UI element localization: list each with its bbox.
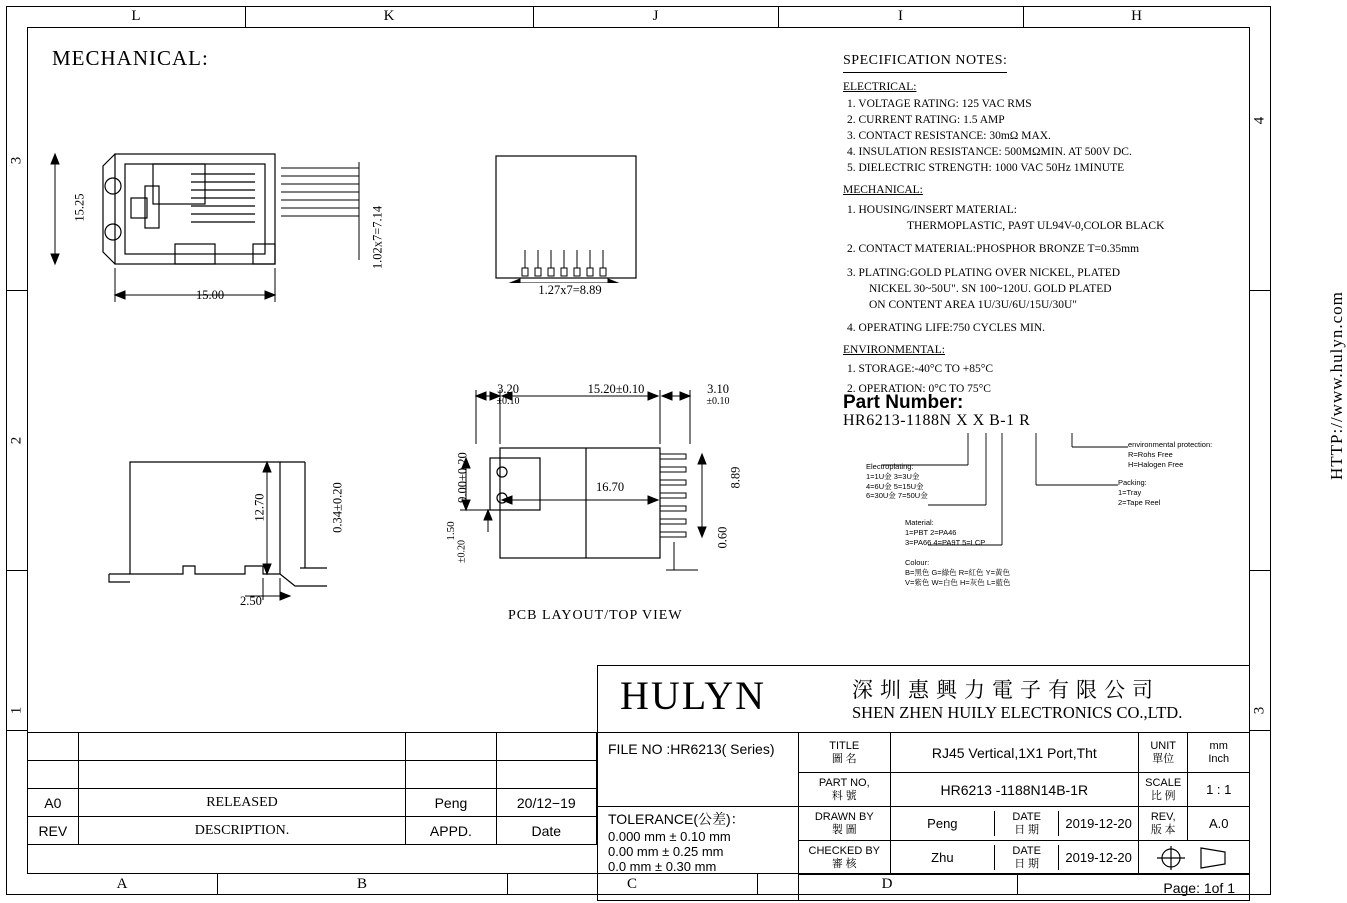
pn-note-packing: Packing: 1=Tray 2=Tape Reel — [1118, 478, 1161, 507]
dim-pcb-vertical-inner-tol: ±0.20 — [456, 540, 468, 563]
spec-mechanical-subitem: THERMOPLASTIC, PA9T UL94V-0,COLOR BLACK — [907, 219, 1165, 232]
projection-symbol-cell — [1138, 841, 1249, 875]
dim-pcb-body: 16.70 — [595, 480, 625, 494]
rev-label: REV, 版 本 — [1138, 807, 1187, 841]
dim-pcb-left: 3.20 — [497, 382, 519, 396]
zone-label-top-L: L — [131, 8, 141, 24]
zone-tick — [778, 6, 779, 27]
spec-mechanical-label: MECHANICAL: — [843, 183, 923, 196]
dim-pcb-pin-span: 8.89 — [728, 466, 743, 489]
zone-label-bottom-D: D — [881, 876, 893, 892]
description-cell — [78, 761, 406, 789]
date-label-1: DATE 日 期 — [995, 811, 1059, 836]
zone-tick — [6, 570, 27, 571]
rev-header-cell: REV — [28, 817, 79, 845]
table-row — [598, 733, 1250, 773]
zone-label-top-I: I — [898, 8, 903, 24]
unit-label: UNIT 單位 — [1138, 733, 1187, 773]
checked-by-label: CHECKED BY 審 核 — [798, 841, 890, 875]
pn-note-electroplating: Electroplating: 1=1U金 3=3U金 4=6U金 5=15U金 6=30U金 7=50U金 — [866, 462, 928, 501]
zone-label-left-2: 2 — [8, 436, 25, 445]
zone-label-top-H: H — [1131, 8, 1142, 24]
spec-mechanical-item: 2. CONTACT MATERIAL:PHOSPHOR BRONZE T=0.35mm — [847, 243, 1140, 256]
tolerance-label: TOLERANCE(公差)： — [608, 811, 745, 827]
appd-cell: Peng — [406, 789, 496, 817]
specification-notes — [843, 52, 1243, 398]
pn-note-environmental: environmental protection: R=Rohs Free H=Halogen Free — [1128, 440, 1213, 469]
zone-tick — [6, 730, 27, 731]
dim-side-tail: 0.34±0.20 — [330, 482, 345, 533]
spec-title: SPECIFICATION NOTES: — [843, 52, 1007, 73]
table-row — [598, 807, 1250, 841]
spec-environmental-item: 1. STORAGE:-40°C TO +85°C — [847, 363, 994, 376]
appd-cell — [406, 733, 496, 761]
zone-label-top-J: J — [652, 8, 659, 24]
table-row — [28, 789, 597, 817]
part-number-heading: Part Number: — [843, 392, 964, 413]
first-angle-projection-icon — [1139, 843, 1245, 873]
rev-cell — [28, 761, 79, 789]
spec-electrical-item: 3. CONTACT RESISTANCE: 30mΩ MAX. — [847, 130, 1051, 143]
zone-label-bottom-B: B — [356, 876, 367, 892]
title-label: TITLE 圖 名 — [798, 733, 890, 773]
description-cell: RELEASED — [78, 789, 406, 817]
tolerance-line: 0.00 mm ± 0.25 mm — [608, 844, 724, 859]
spec-electrical-item: 2. CURRENT RATING: 1.5 AMP — [847, 114, 1005, 127]
zone-label-bottom-C: C — [626, 876, 637, 892]
partno-value: HR6213 -1188N14B-1R — [890, 773, 1138, 807]
spec-electrical-item: 1. VOLTAGE RATING: 125 VAC RMS — [847, 98, 1032, 111]
dim-side-foot: 2.50 — [240, 594, 262, 608]
dim-pcb-left-tol: ±0.10 — [496, 396, 520, 407]
side-view-drawing — [95, 448, 355, 618]
dim-pcb-right-tol: ±0.10 — [706, 396, 730, 407]
zone-label-bottom-A: A — [116, 876, 128, 892]
rev-cell — [28, 733, 79, 761]
rev-cell: A0 — [28, 789, 79, 817]
date-header-cell: Date — [496, 817, 596, 845]
drawn-by-label: DRAWN BY 製 圖 — [798, 807, 890, 841]
checked-by-value: Zhu — [931, 850, 954, 865]
zone-tick — [1023, 6, 1024, 27]
spec-electrical-item: 5. DIELECTRIC STRENGTH: 1000 VAC 50Hz 1MINUTE — [847, 162, 1125, 175]
zone-label-right-4: 4 — [1251, 116, 1268, 125]
company-name-en: SHEN ZHEN HUILY ELECTRONICS CO.,LTD. — [852, 703, 1183, 722]
description-header-cell: DESCRIPTION. — [78, 817, 406, 845]
tolerance-line: 0.0 mm ± 0.30 mm — [608, 859, 717, 874]
dim-pcb-right: 3.10 — [707, 382, 729, 396]
appd-cell — [406, 761, 496, 789]
scale-value: 1 : 1 — [1188, 773, 1250, 807]
spec-environmental-label: ENVIRONMENTAL: — [843, 343, 945, 356]
page-indicator: Page: 1of 1 — [798, 875, 1249, 901]
table-row — [28, 733, 597, 761]
zone-label-left-3: 3 — [8, 156, 25, 165]
spec-electrical-list — [847, 97, 1243, 177]
pn-note-material: Material: 1=PBT 2=PA46 3=PA66 4=PA9T 5=LCP — [905, 518, 986, 547]
unit-value: mm Inch — [1188, 733, 1250, 773]
date-cell — [496, 761, 596, 789]
zone-label-top-K: K — [383, 8, 395, 24]
description-cell — [78, 733, 406, 761]
zone-label-right-2: 3 — [1251, 706, 1268, 715]
pcb-layout-caption: PCB LAYOUT/TOP VIEW — [508, 608, 683, 623]
date-value-1: 2019-12-20 — [1065, 816, 1132, 831]
dim-front-width: 15.00 — [195, 288, 225, 302]
part-number-code: HR6213-1188N X X B-1 R — [843, 412, 1031, 429]
tolerance-line: 0.000 mm ± 0.10 mm — [608, 829, 731, 844]
mechanical-heading: MECHANICAL: — [52, 46, 209, 70]
zone-tick — [507, 874, 508, 895]
pcb-layout-drawing — [440, 380, 770, 610]
spec-mechanical-item: 1. HOUSING/INSERT MATERIAL: — [847, 203, 1018, 216]
zone-tick — [1250, 290, 1271, 291]
drawn-by-value: Peng — [927, 816, 958, 831]
spec-mechanical-subitem: ON CONTENT AREA 1U/3U/6U/15U/30U" — [869, 298, 1077, 311]
file-no-value: FILE NO :HR6213( Series) — [608, 741, 775, 757]
scale-label: SCALE 比 例 — [1138, 773, 1187, 807]
dim-pcb-center: 15.20±0.10 — [587, 382, 645, 396]
appd-header-cell: APPD. — [406, 817, 496, 845]
spec-mechanical-subitem: NICKEL 30~50U". SN 100~120U. GOLD PLATED — [869, 282, 1112, 295]
spec-mechanical-item: 4. OPERATING LIFE:750 CYCLES MIN. — [847, 322, 1046, 335]
company-logo: HULYN — [620, 673, 766, 718]
spec-environmental-item: 2. OPERATION: 0°C TO 75°C — [847, 382, 991, 395]
zone-tick — [1250, 730, 1271, 731]
spec-mechanical-item: 3. PLATING:GOLD PLATING OVER NICKEL, PLATED — [847, 266, 1121, 279]
partno-label: PART NO, 料 號 — [798, 773, 890, 807]
date-cell: 20/12−19 — [496, 789, 596, 817]
zone-label-left-1: 1 — [8, 706, 25, 715]
zone-tick — [6, 290, 27, 291]
dim-pcb-pin-dia: 0.60 — [715, 526, 730, 549]
rev-value: A.0 — [1188, 807, 1250, 841]
dim-side-height: 12.70 — [252, 493, 267, 522]
dim-top-pitch: 1.27x7=8.89 — [505, 283, 635, 298]
revision-table — [27, 732, 597, 845]
title-block-table — [597, 732, 1250, 901]
website-text: HTTP://www.hulyn.com — [1327, 291, 1346, 480]
spec-mechanical-list — [847, 203, 1243, 337]
pn-note-colour: Colour: B=黑色 G=綠色 R=紅色 Y=黃色 V=紫色 W=白色 H=灰色 L=藍色 — [905, 558, 1011, 587]
spec-electrical-label: ELECTRICAL: — [843, 80, 917, 93]
title-value: RJ45 Vertical,1X1 Port,Tht — [890, 733, 1138, 773]
spec-electrical-item: 4. INSULATION RESISTANCE: 500MΩMIN. AT 500V DC. — [847, 146, 1132, 159]
dim-front-pitch: 1.02x7=7.14 — [370, 205, 385, 270]
zone-tick — [245, 6, 246, 27]
zone-tick — [533, 6, 534, 27]
date-value-2: 2019-12-20 — [1065, 850, 1132, 865]
table-row — [28, 817, 597, 845]
dim-front-height: 15.25 — [72, 193, 87, 222]
table-row — [28, 761, 597, 789]
zone-tick — [217, 874, 218, 895]
date-cell — [496, 733, 596, 761]
date-label-2: DATE 日 期 — [995, 845, 1059, 870]
company-name-cn: 深圳惠興力電子有限公司 — [852, 678, 1160, 702]
dim-pcb-vertical-inner: 1.50 — [445, 521, 457, 541]
dim-pcb-vertical-outer: 9.00±0.20 — [455, 452, 470, 503]
